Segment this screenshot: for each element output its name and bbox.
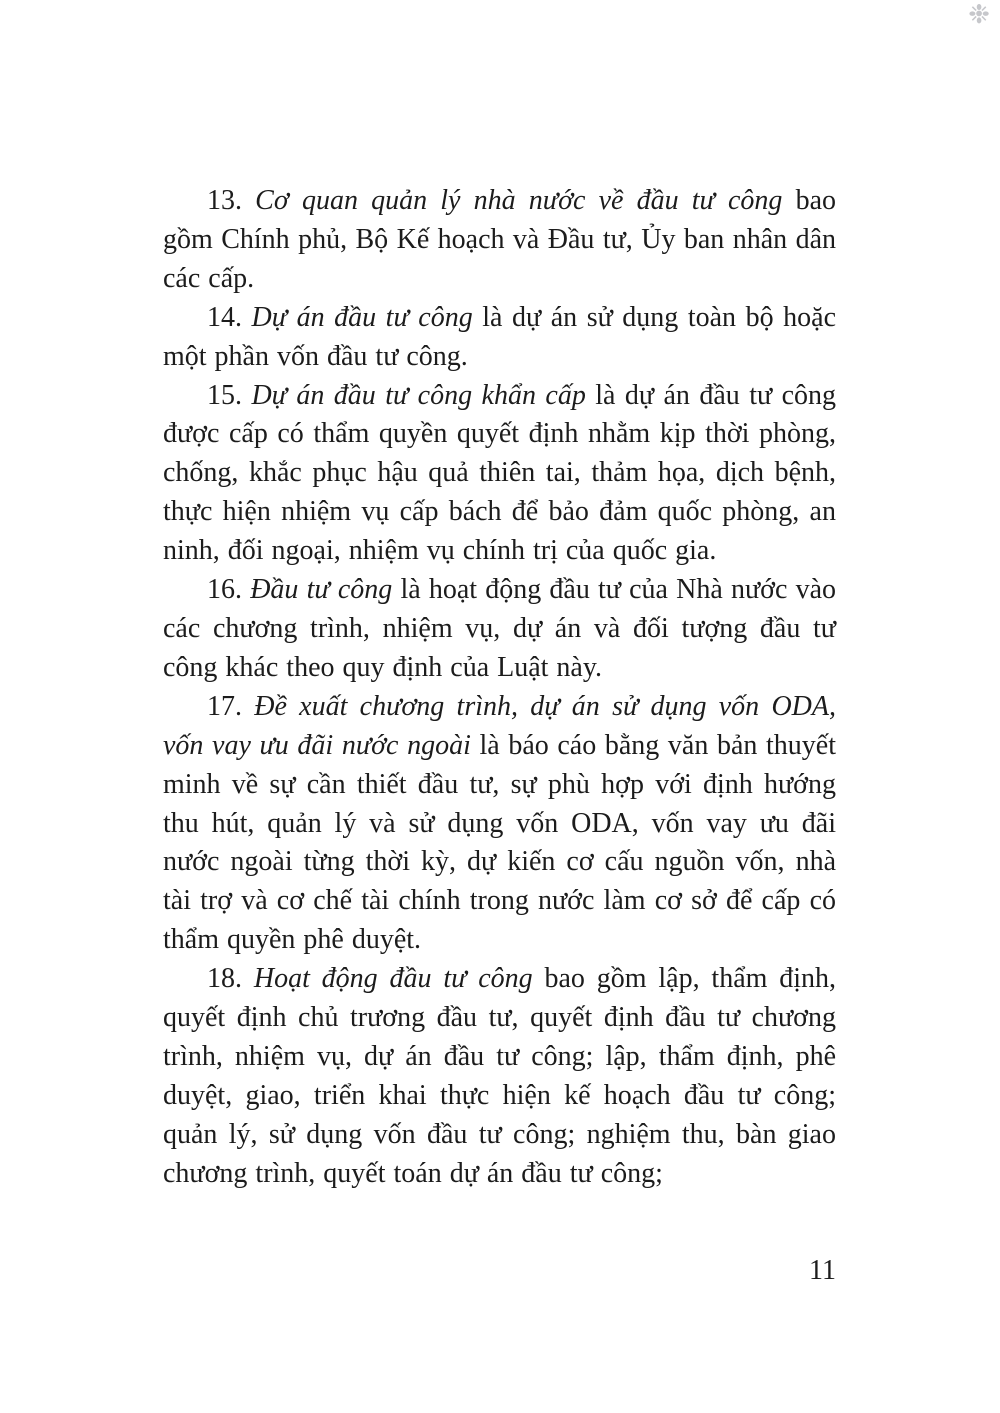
defined-term: Đề xuất chương trình, dự án sử dụng vốn ODA, vốn vay ưu đãi nước ngoài — [163, 690, 836, 761]
defined-term: Hoạt động đầu tư công — [253, 963, 533, 995]
clause-number: 16. — [207, 574, 242, 606]
clause-text: là hoạt động đầu tư của Nhà nước vào các chương trình, nhiệm vụ, dự án và đối tượng đầu tư công khác theo quy định của Luật này. — [163, 574, 837, 683]
legal-text-block — [163, 182, 836, 1194]
clause-text: là dự án đầu tư công được cấp có thẩm quyền quyết định nhằm kịp thời phòng, chống, khắc phục hậu quả thiên tai, thảm họa, dịch bệnh, thực hiện nhiệm vụ cấp bách để bảo đảm quốc phòng, an ninh, đối ngoại, nhiệm vụ chính trị của quốc gia. — [163, 379, 837, 567]
clause-number: 18. — [207, 963, 242, 995]
definition-paragraph-16 — [163, 571, 836, 688]
defined-term: Đầu tư công — [250, 574, 393, 606]
page-number: 11 — [809, 1255, 836, 1286]
definition-paragraph-14 — [163, 299, 836, 377]
definition-paragraph-13 — [163, 182, 836, 299]
clause-text: bao gồm Chính phủ, Bộ Kế hoạch và Đầu tư, Ủy ban nhân dân các cấp. — [163, 185, 837, 294]
definition-paragraph-17 — [163, 688, 836, 960]
clause-number: 15. — [207, 379, 242, 411]
flower-ornament-icon: ❉ — [968, 0, 990, 30]
clause-text: bao gồm lập, thẩm định, quyết định chủ trương đầu tư, quyết định đầu tư chương trình, nhiệm vụ, dự án đầu tư công; lập, thẩm định, phê duyệt, giao, triển khai thực hiện kế hoạch đầu tư công; quản lý, sử dụng vốn đầu tư công; nghiệm thu, bàn giao chương trình, quyết toán dự án đầu tư công; — [163, 963, 837, 1189]
defined-term: Dự án đầu tư công khẩn cấp — [251, 379, 586, 411]
clause-number: 13. — [207, 185, 242, 216]
defined-term: Cơ quan quản lý nhà nước về đầu tư công — [255, 185, 783, 216]
clause-number: 14. — [207, 301, 242, 333]
clause-text: là báo cáo bằng văn bản thuyết minh về sự cần thiết đầu tư, sự phù hợp với định hướng thu hút, quản lý và sử dụng vốn ODA, vốn vay ưu đãi nước ngoài từng thời kỳ, dự kiến cơ cấu nguồn vốn, nhà tài trợ và cơ chế tài chính trong nước làm cơ sở để cấp có thẩm quyền phê duyệt. — [163, 729, 836, 956]
clause-number: 17. — [207, 690, 242, 722]
definition-paragraph-15 — [163, 377, 836, 572]
defined-term: Dự án đầu tư công — [251, 301, 473, 333]
definition-paragraph-18 — [163, 960, 836, 1193]
clause-text: là dự án sử dụng toàn bộ hoặc một phần vốn đầu tư công. — [163, 301, 836, 372]
